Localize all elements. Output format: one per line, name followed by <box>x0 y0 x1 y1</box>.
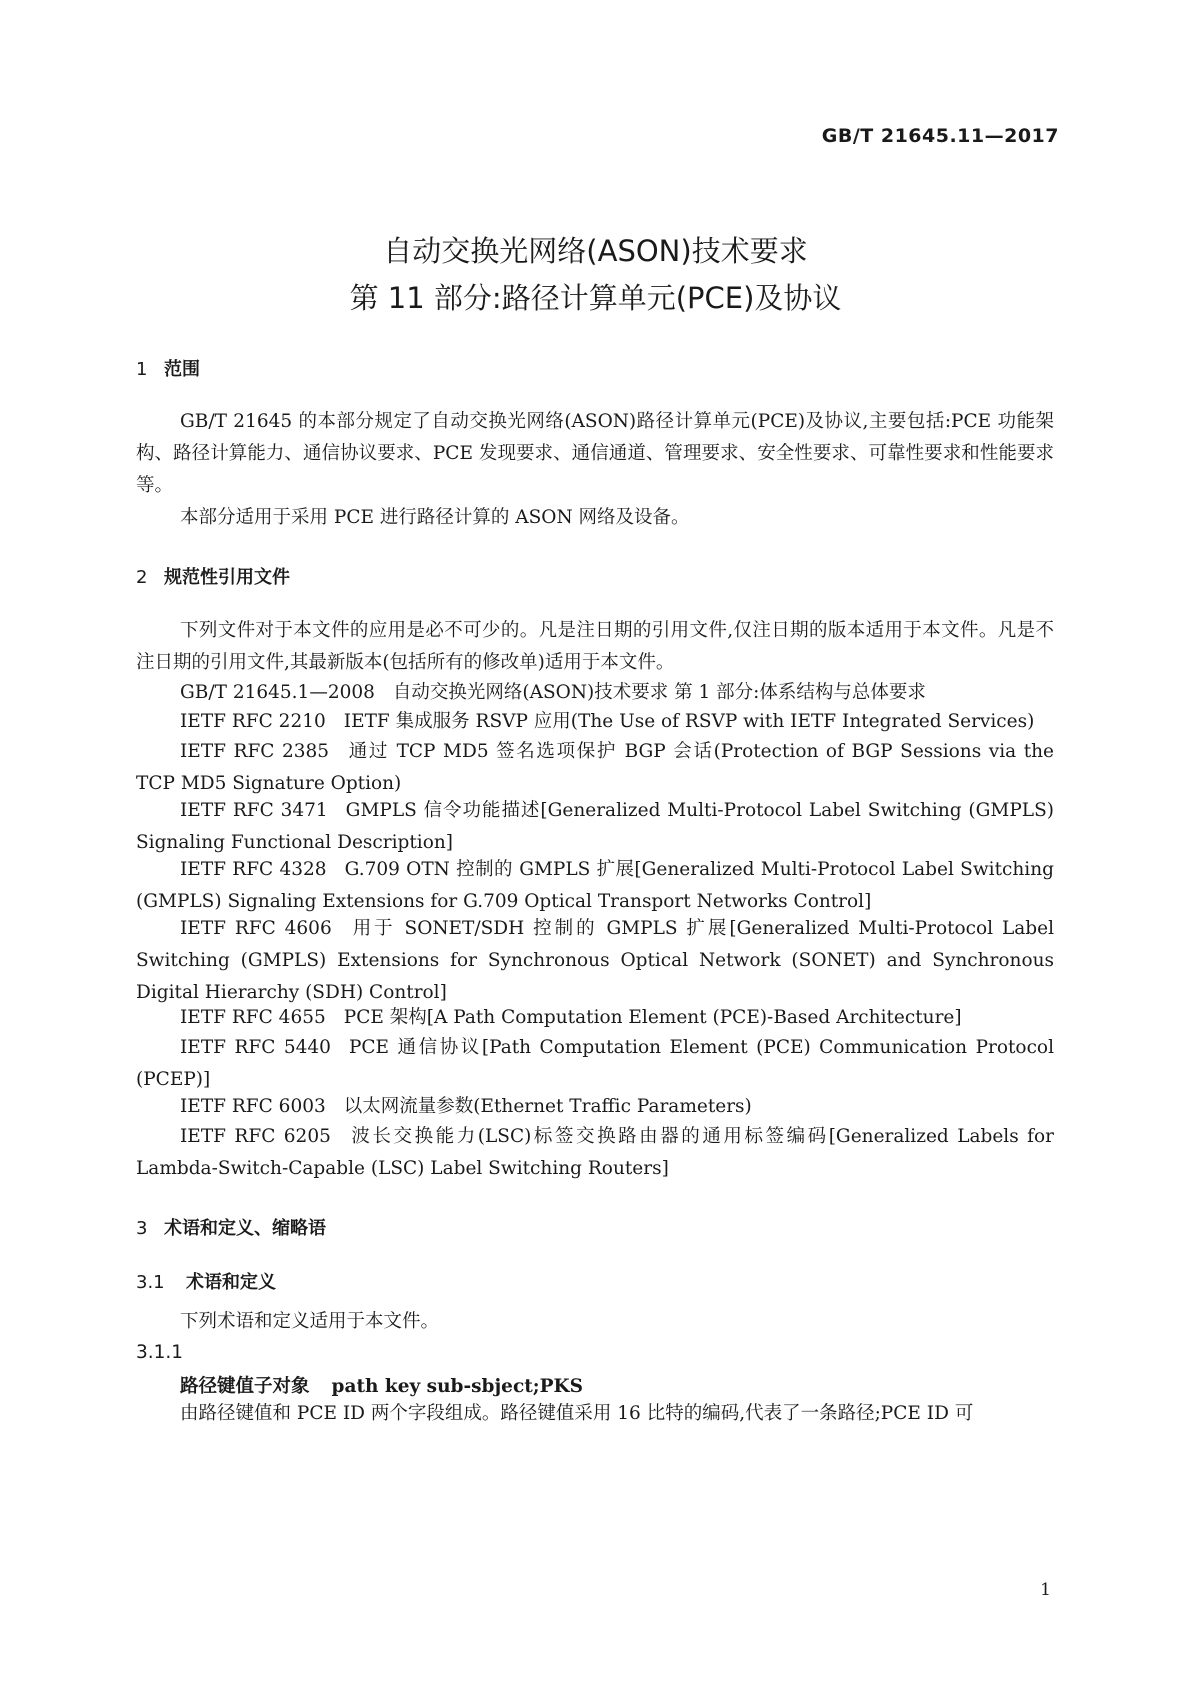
reference-item <box>136 1091 1054 1123</box>
reference-item <box>136 1032 1054 1096</box>
subsection-heading <box>136 1268 276 1294</box>
term-definition: 由路径键值和 PCE ID 两个字段组成。路径键值采用 16 比特的编码,代表了一条路径;PCE ID 可 <box>180 1403 974 1424</box>
reference-code: IETF RFC 6205 <box>180 1126 331 1147</box>
section-1-heading <box>136 355 200 381</box>
reference-code: IETF RFC 4328 <box>180 859 327 880</box>
reference-title: G.709 OTN 控制的 GMPLS 扩展[Generalized Multi-Protocol Label Switching (GMPLS) Signaling Extensions for G.709 Optical Transport Networks Control] <box>136 859 1054 912</box>
reference-item <box>136 1121 1054 1185</box>
term-name-zh: 路径键值子对象 <box>180 1376 310 1397</box>
section-2-heading <box>136 563 290 589</box>
reference-code: IETF RFC 4606 <box>180 918 332 939</box>
section-title: 范围 <box>164 359 200 380</box>
subsection-title: 术语和定义 <box>186 1272 276 1293</box>
page-number: 1 <box>1040 1580 1051 1600</box>
section-title: 规范性引用文件 <box>164 567 290 588</box>
term-number: 3.1.1 <box>136 1342 184 1363</box>
reference-title: 用于 SONET/SDH 控制的 GMPLS 扩展[Generalized Multi-Protocol Label Switching (GMPLS) Extensions for Synchronous Optical Network (SONET) and Synchronous Digital Hierarchy (SDH) Control] <box>136 918 1054 1003</box>
standard-code: GB/T 21645.11—2017 <box>821 125 1059 147</box>
reference-title: PCE 架构[A Path Computation Element (PCE)-Based Architecture] <box>343 1007 962 1028</box>
title-line-2: 第 11 部分:路径计算单元(PCE)及协议 <box>349 281 842 315</box>
reference-item <box>136 1002 1054 1034</box>
reference-title: GMPLS 信令功能描述[Generalized Multi-Protocol Label Switching (GMPLS) Signaling Functional Description] <box>136 800 1054 853</box>
section-number: 3 <box>136 1218 148 1239</box>
term-name-en: path key sub-sbject;PKS <box>331 1376 583 1397</box>
paragraph: GB/T 21645 的本部分规定了自动交换光网络(ASON)路径计算单元(PCE)及协议,主要包括:PCE 功能架构、路径计算能力、通信协议要求、PCE 发现要求、通信通道、管理要求、安全性要求、可靠性要求和性能要求等。 <box>136 411 1054 496</box>
reference-code: IETF RFC 6003 <box>180 1096 326 1117</box>
reference-code: IETF RFC 2210 <box>180 711 326 732</box>
paragraph: 本部分适用于采用 PCE 进行路径计算的 ASON 网络及设备。 <box>180 507 690 528</box>
section-3-heading <box>136 1214 326 1240</box>
reference-title: 通过 TCP MD5 签名选项保护 BGP 会话(Protection of BGP Sessions via the TCP MD5 Signature Option) <box>136 741 1054 794</box>
reference-title: 以太网流量参数(Ethernet Traffic Parameters) <box>343 1096 752 1117</box>
reference-code: IETF RFC 5440 <box>180 1037 331 1058</box>
subsection-number: 3.1 <box>136 1272 165 1293</box>
reference-title: PCE 通信协议[Path Computation Element (PCE) Communication Protocol (PCEP)] <box>136 1037 1054 1090</box>
reference-title: IETF 集成服务 RSVP 应用(The Use of RSVP with IETF Integrated Services) <box>343 711 1035 732</box>
reference-code: IETF RFC 3471 <box>180 800 328 821</box>
document-title <box>0 228 1191 322</box>
reference-item <box>136 795 1054 859</box>
section-number: 2 <box>136 567 148 588</box>
reference-item <box>136 706 1054 738</box>
reference-title: 波长交换能力(LSC)标签交换路由器的通用标签编码[Generalized Labels for Lambda-Switch-Capable (LSC) Label Switching Routers] <box>136 1126 1054 1179</box>
section-title: 术语和定义、缩略语 <box>164 1218 326 1239</box>
paragraph: 下列术语和定义适用于本文件。 <box>180 1311 440 1332</box>
reference-item <box>136 854 1054 918</box>
title-line-1: 自动交换光网络(ASON)技术要求 <box>383 234 808 268</box>
section-number: 1 <box>136 359 148 380</box>
reference-item <box>136 677 1054 709</box>
term-heading <box>180 1372 583 1398</box>
reference-code: IETF RFC 2385 <box>180 741 330 762</box>
reference-item <box>136 736 1054 800</box>
reference-title: 自动交换光网络(ASON)技术要求 第 1 部分:体系结构与总体要求 <box>392 682 926 703</box>
reference-code: IETF RFC 4655 <box>180 1007 326 1028</box>
paragraph: 下列文件对于本文件的应用是必不可少的。凡是注日期的引用文件,仅注日期的版本适用于本文件。凡是不注日期的引用文件,其最新版本(包括所有的修改单)适用于本文件。 <box>136 620 1054 673</box>
reference-item <box>136 913 1054 1009</box>
reference-code: GB/T 21645.1—2008 <box>180 682 375 703</box>
